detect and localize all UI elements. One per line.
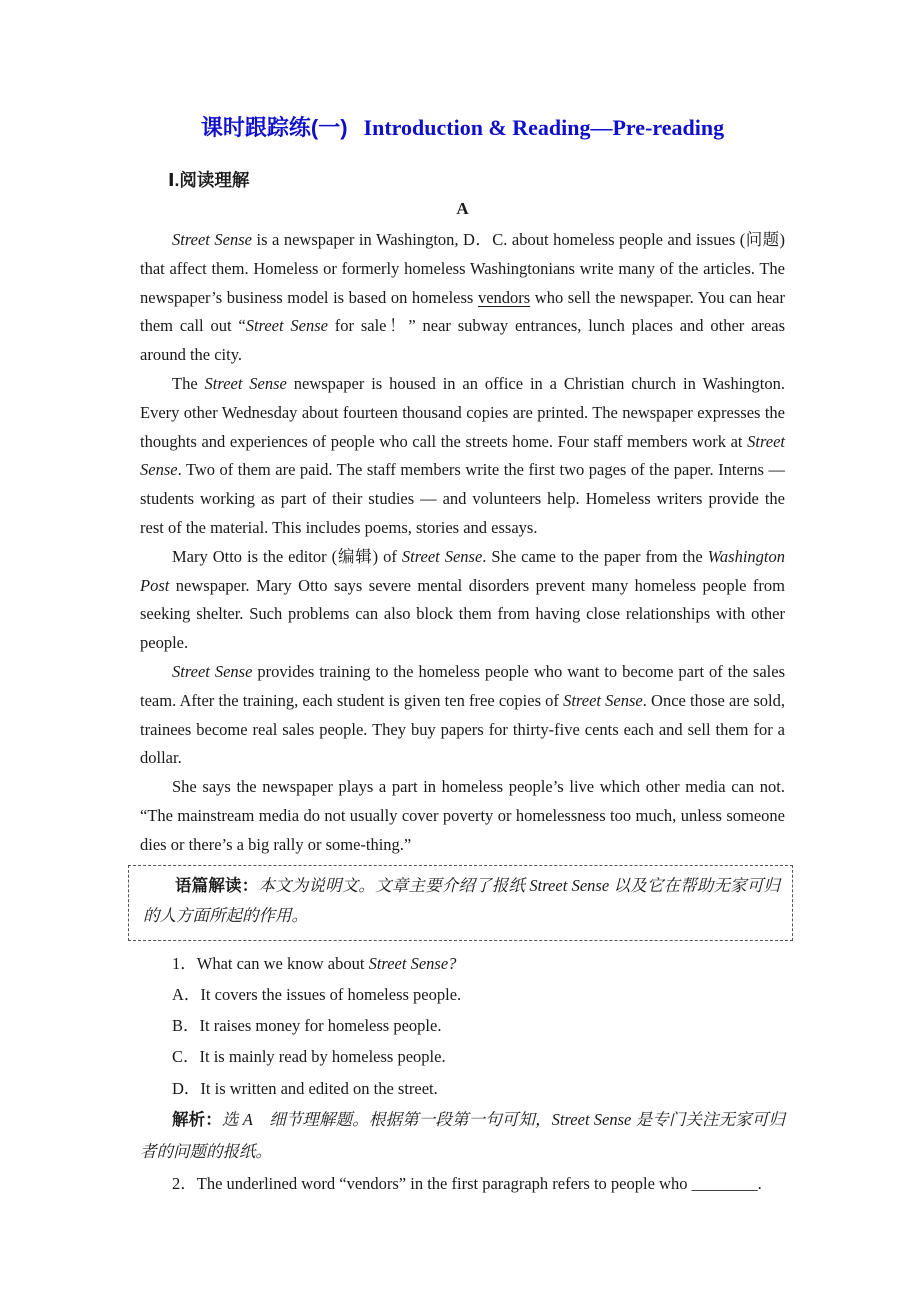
italic-text: Street Sense xyxy=(140,431,785,480)
question-number: 2． xyxy=(172,1173,197,1193)
underlined-word: vendors xyxy=(477,287,531,307)
answer-option: D．It is written and edited on the street. xyxy=(172,1078,438,1098)
title-chinese: 课时跟踪练(一) xyxy=(200,115,348,140)
italic-text: Street Sense xyxy=(551,1110,632,1130)
italic-text: Street Sense xyxy=(529,875,610,895)
answer-option: A．It covers the issues of homeless people. xyxy=(172,984,462,1004)
analysis-label: 语篇解读： xyxy=(175,876,259,895)
passage-paragraph: Street Sense is a newspaper in Washington, D．C. about homeless people and issues (问题) that affect them. Homeless or formerly homeless Washingtonians write many of the articles. The newspaper’s business model is based on homeless vendors who sell the newspaper. You can hear them call out “Street Sense for sale！” near subway entrances, lunch places and other areas around the city. xyxy=(140,230,785,365)
passage-paragraph: She says the newspaper plays a part in homeless people’s live which other media can not. “The mainstream media do not usually cover poverty or homelessness too much, unless someone dies or there’s a big rally or some-thing.” xyxy=(140,777,785,854)
page-title xyxy=(140,110,785,146)
section-heading: Ⅰ.阅读理解 xyxy=(168,170,250,190)
italic-text: Street Sense xyxy=(401,546,483,566)
reading-passage xyxy=(140,226,785,860)
explanation-label: 解析： xyxy=(172,1111,222,1130)
italic-text: Washington Post xyxy=(140,546,785,595)
italic-text: Street Sense? xyxy=(368,953,457,973)
passage-paragraph: The Street Sense newspaper is housed in an office in a Christian church in Washington. Every other Wednesday about fourteen thousand copies are printed. The newspaper expresses the thoughts and experiences of people who call the streets home. Four staff members work at Street Sense. Two of them are paid. The staff members write the first two pages of the paper. Interns — students working as part of their studies — and volunteers help. Homeless writers provide the rest of the material. This includes poems, stories and essays. xyxy=(140,373,785,537)
passage-analysis-box xyxy=(128,865,793,941)
italic-text: Street Sense xyxy=(204,373,287,393)
italic-text: Street Sense xyxy=(172,661,253,681)
passage-label: A xyxy=(456,199,469,218)
italic-text: Street Sense xyxy=(172,230,252,249)
passage-paragraph: Mary Otto is the editor (编辑) of Street Sense. She came to the paper from the Washington Post newspaper. Mary Otto says severe mental disorders prevent many homeless people from seeking shelter. Such problems can also block them from having close relationships with other people. xyxy=(140,546,785,653)
answer-option: B．It raises money for homeless people. xyxy=(172,1016,442,1036)
italic-text: Street Sense xyxy=(563,690,643,710)
answer-explanation: 解析：选 A 细节理解题。根据第一段第一句可知，Street Sense 是专门关注无家可归者的问题的报纸。 xyxy=(140,1110,785,1162)
question-stem: 1．What can we know about Street Sense? xyxy=(172,953,457,973)
passage-paragraph: Street Sense provides training to the homeless people who want to become part of the sales team. After the training, each student is given ten free copies of Street Sense. Once those are sold, trainees become real sales people. They buy papers for thirty-five cents each and sell them for a dollar. xyxy=(140,661,785,768)
passage-analysis-text xyxy=(143,871,780,931)
question-number: 1． xyxy=(172,953,197,973)
analysis-body: 本文为说明文。文章主要介绍了报纸 Street Sense 以及它在帮助无家可归的人方面所起的作用。 xyxy=(143,875,780,925)
question-stem: 2．The underlined word “vendors” in the first paragraph refers to people who ________. xyxy=(172,1173,762,1193)
questions-section xyxy=(140,948,785,1199)
answer-option: C．It is mainly read by homeless people. xyxy=(172,1047,446,1067)
title-english: Introduction & Reading—Pre-reading xyxy=(363,115,725,140)
italic-text: Street Sense xyxy=(245,316,328,336)
